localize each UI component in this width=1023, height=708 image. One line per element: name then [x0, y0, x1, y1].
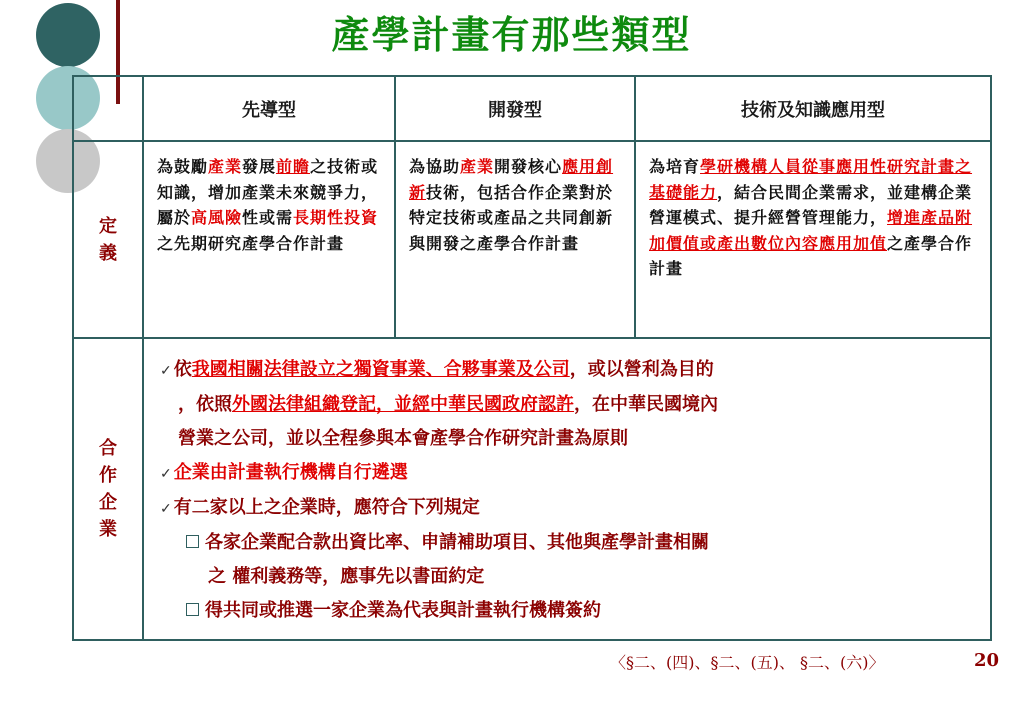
coop-sub-item-ratio-cont: 之 權利義務等，應事先以書面約定 [208, 566, 485, 587]
definition-segment: 學研機構人員從事應用性研究計畫之基礎能力 [649, 157, 973, 202]
coop-item-multiple: ✓ 有二家以上之企業時，應符合下列規定 [160, 497, 480, 518]
definition-segment: 性或需 [242, 208, 294, 227]
definition-segment: 為協助 [409, 157, 461, 176]
header-pilot: 先導型 [242, 99, 296, 121]
definition-segment: 之產學合作計畫 [649, 233, 973, 278]
definition-pilot [144, 142, 394, 256]
definition-segment: 前瞻 [276, 157, 311, 176]
definition-segment: 應用創新 [409, 157, 614, 202]
definition-segment: 產業 [208, 157, 243, 176]
page-number: 20 [974, 650, 1000, 671]
definition-segment: 增進產品附加價值或產出數位內容應用加值 [649, 208, 973, 253]
table-divider [74, 337, 990, 339]
row-label-char: 合 [99, 438, 117, 459]
definition-segment: 技術，包括合作企業對於特定技術或產品之共同創新與開發之產學合作計畫 [409, 182, 614, 253]
check-icon: ✓ [160, 363, 172, 379]
header-application: 技術及知識應用型 [741, 99, 885, 121]
check-icon: ✓ [160, 466, 172, 482]
row-label-cooperation [74, 339, 142, 639]
definition-segment: ，結合民間企業需求，並建構企業營運模式、提升經營管理能力， [649, 182, 973, 227]
definition-segment: 開發核心 [494, 157, 563, 176]
coop-item-legal-end: 營業之公司，並以全程參與本會產學合作研究計畫為原則 [178, 428, 628, 449]
coop-sub-item-ratio: 各家企業配合款出資比率、申請補助項目、其他與產學計畫相關 [160, 526, 980, 560]
definition-segment: 之技術或知識，增加產業未來競爭力，屬於 [157, 157, 379, 227]
coop-item-legal-cont: ，依照外國法律組織登記，並經中華民國政府認許，在中華民國境內 [178, 394, 718, 415]
definition-segment: 高風險 [191, 208, 243, 227]
row-label-char: 義 [99, 242, 117, 264]
coop-legal-link: 我國相關法律設立之獨資事業、合夥事業及公司 [191, 359, 570, 380]
row-label-definition [74, 142, 142, 337]
types-table [72, 75, 992, 641]
row-label-char: 企 [99, 492, 117, 513]
definition-application [636, 142, 990, 282]
header-development: 開發型 [488, 99, 542, 121]
definition-segment: 為培育 [649, 157, 701, 176]
coop-item-selection: ✓ 企業由計畫執行機構自行遴選 [160, 462, 408, 483]
reference-note: 〈§二、(四)、§二、(五)、 §二、(六)〉 [610, 653, 885, 672]
definition-segment: 發展 [242, 157, 277, 176]
definition-segment: 產業 [460, 157, 495, 176]
slide-title: 產學計畫有那些類型 [331, 13, 692, 57]
square-bullet-icon [186, 603, 199, 616]
coop-foreign-link: 外國法律組織登記，並經中華民國政府認許 [232, 394, 574, 415]
coop-sub-item-representative: 得共同或推選一家企業為代表與計畫執行機構簽約 [160, 594, 980, 628]
definition-segment: 之先期研究產學合作計畫 [157, 233, 345, 253]
definition-segment: 為鼓勵 [157, 157, 209, 176]
row-label-char: 業 [99, 519, 117, 540]
cooperation-content [160, 353, 980, 628]
coop-item-legal: ✓ 依我國相關法律設立之獨資事業、合夥事業及公司，或以營利為目的 [160, 359, 714, 380]
row-label-char: 定 [99, 215, 117, 237]
definition-development [396, 142, 634, 256]
row-label-char: 作 [99, 465, 117, 486]
definition-segment: 長期性投資 [293, 208, 379, 227]
square-bullet-icon [186, 535, 199, 548]
check-icon: ✓ [160, 501, 172, 517]
